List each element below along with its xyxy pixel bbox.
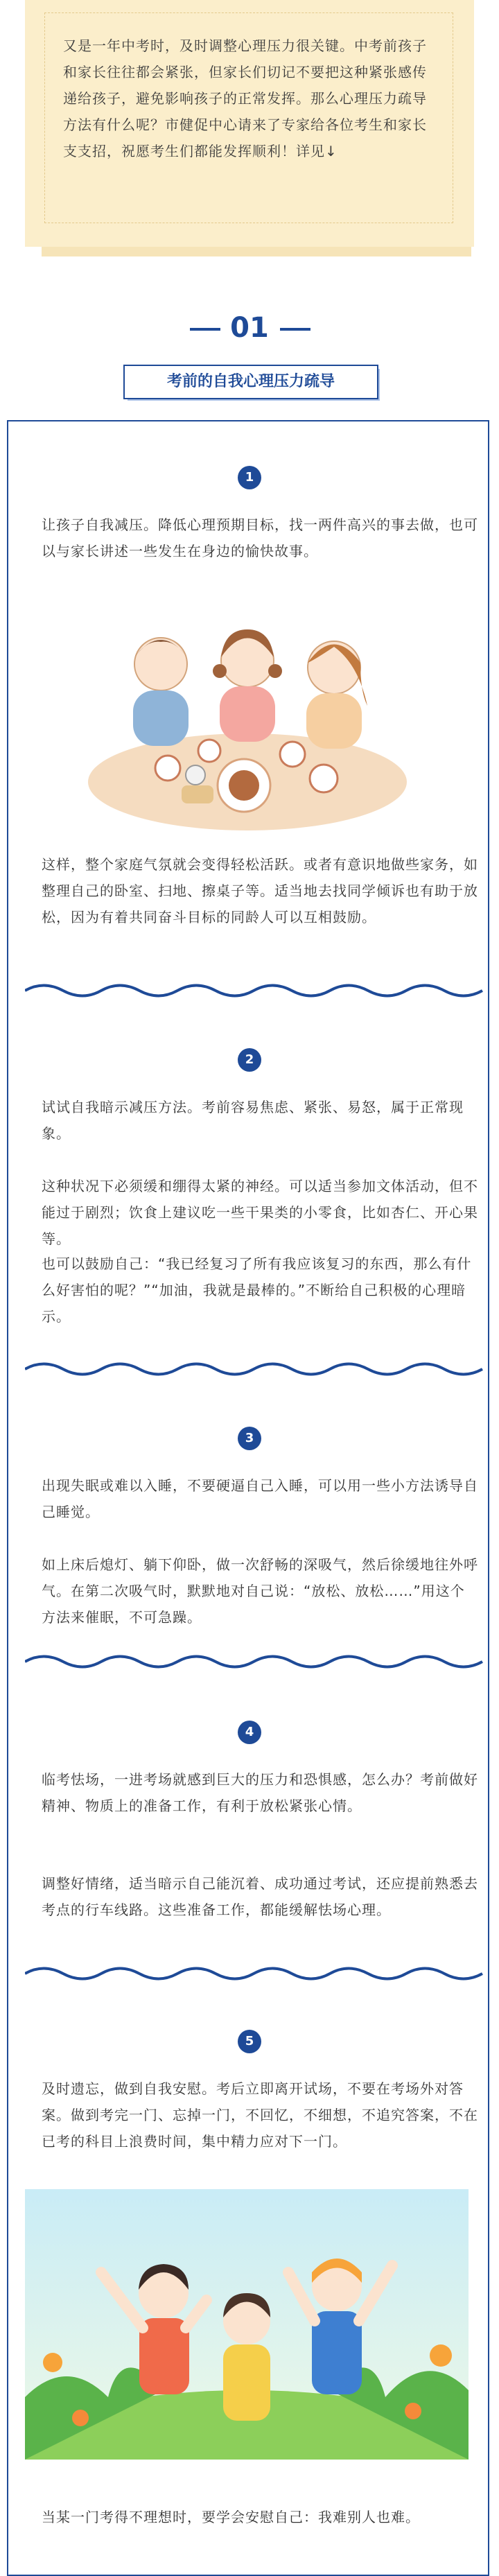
intro-inner-border	[44, 12, 453, 223]
item-2-paragraph-1: 试试自我暗示减压方法。考前容易焦虑、紧张、易怒，属于正常现象。	[42, 1099, 464, 1142]
item-5-paragraph-1: 及时遗忘，做到自我安慰。考后立即离开试场，不要在考场外对答案。做到考完一门、忘掉一门，不回忆，不细想，不追究答案，不在已考的科目上浪费时间，集中精力应对下一门。	[42, 2080, 478, 2150]
child-right-figure	[306, 641, 367, 749]
item-5-paragraph-2: 当某一门考得不理想时，要学会安慰自己：我难别人也难。	[42, 2509, 420, 2525]
child-middle-figure	[213, 629, 282, 742]
item-4-number-badge: 4	[238, 1721, 261, 1744]
item-3-paragraph-2: 如上床后熄灯、躺下仰卧，做一次舒畅的深吸气，然后徐缓地往外呼气。在第二次吸气时，默默地对自己说：“放松、放松……”用这个方法来催眠，不可急躁。	[42, 1556, 478, 1626]
wave-divider-2	[25, 1359, 485, 1380]
item-1-paragraph-1: 让孩子自我减压。降低心理预期目标，找一两件高兴的事去做，也可以与家长讲述一些发生在身边的愉快故事。	[42, 516, 478, 559]
family-meal-illustration	[85, 609, 410, 830]
item-5-number-badge: 5	[238, 2030, 261, 2053]
item-4-paragraph-1: 临考怯场，一进考场就感到巨大的压力和恐惧感，怎么办？考前做好精神、物质上的准备工作，有利于放松紧张心情。	[42, 1771, 478, 1814]
item-2-paragraph-2: 这种状况下必须缓和绷得太紧的神经。可以适当参加文体活动，但不能过于剧烈；饮食上建议吃一些干果类的小零食，比如杏仁、开心果等。	[42, 1178, 478, 1247]
intro-text: 又是一年中考时，及时调整心理压力很关键。中考前孩子和家长往往都会紧张，但家长们切记不要把这种紧张感传递给孩子，避免影响孩子的正常发挥。那么心理压力疏导方法有什么呢？市健促中心请来了专家给各位考生和家长支支招，祝愿考生们都能发挥顺利！详见↓	[63, 37, 427, 159]
child-left-figure	[133, 638, 189, 746]
item-2-paragraph-3: 也可以鼓励自己：“我已经复习了所有我应该复习的东西，那么有什么好害怕的呢？”“加油，我就是最棒的。”不断给自己积极的心理暗示。	[42, 1255, 472, 1325]
item-3-paragraph-1: 出现失眠或难以入睡，不要硬逼自己入睡，可以用一些小方法诱导自己睡觉。	[42, 1477, 478, 1520]
item-4-paragraph-2: 调整好情绪，适当暗示自己能沉着、成功通过考试，还应提前熟悉去考点的行车线路。这些准备工作，都能缓解怯场心理。	[42, 1875, 478, 1918]
section-title: 考前的自我心理压力疏导	[125, 366, 377, 398]
intro-box	[25, 0, 474, 247]
wave-divider-1	[25, 980, 485, 1001]
wave-divider-3	[25, 1651, 485, 1672]
item-3-number-badge: 3	[238, 1427, 261, 1450]
content-panel	[7, 420, 489, 2576]
intro-shadow	[42, 247, 471, 256]
item-2-number-badge: 2	[238, 1048, 261, 1072]
item-1-number-badge: 1	[238, 466, 261, 489]
section-header	[0, 311, 499, 394]
section-title-box	[123, 365, 378, 399]
item-1-paragraph-2: 这样，整个家庭气氛就会变得轻松活跃。或者有意识地做些家务，如整理自己的卧室、扫地、擦桌子等。适当地去找同学倾诉也有助于放松，因为有着共同奋斗目标的同龄人可以互相鼓励。	[42, 856, 478, 925]
students-cheering-illustration	[25, 2189, 469, 2460]
wave-divider-4	[25, 1963, 485, 1984]
section-number: 01	[230, 312, 269, 344]
